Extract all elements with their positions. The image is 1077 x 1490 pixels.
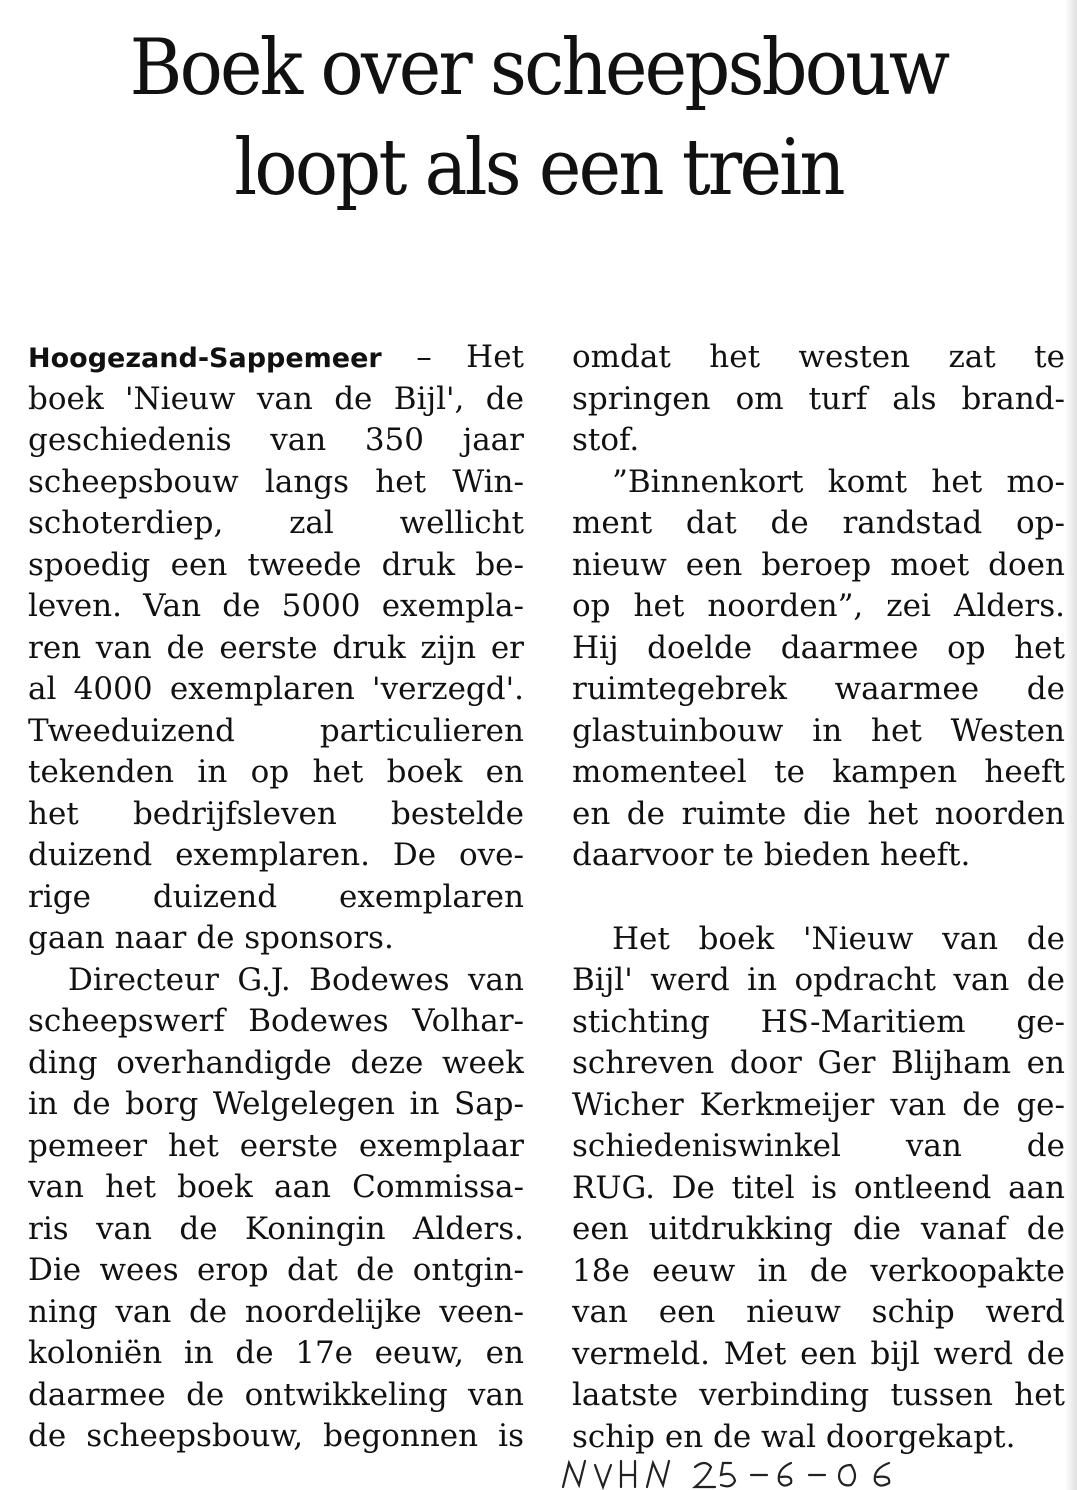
body-line: omdat het westen zat te	[572, 339, 1065, 375]
handwriting-strokes	[555, 1453, 1075, 1490]
body-line: Directeur G.J. Bodewes van	[68, 961, 524, 998]
body-line: pemeer het eerste exemplaar	[28, 1127, 524, 1164]
body-line: Wicher Kerkmeijer van de ge-	[572, 1086, 1065, 1123]
body-line: stichting HS-Maritiem ge-	[572, 1003, 1065, 1040]
body-line: in de borg Welgelegen in Sap-	[28, 1086, 524, 1122]
body-line: Hij doelde daarmee op het	[572, 629, 1065, 666]
body-line: schreven door Ger Blijham en	[572, 1045, 1065, 1081]
dateline: Hoogezand-Sappemeer	[28, 343, 382, 374]
body-line: Tweeduizend particulieren	[28, 712, 524, 749]
body-line: schiedeniswinkel van de	[572, 1128, 1065, 1164]
article-headline	[43, 18, 1034, 218]
body-line: tekenden in op het boek en	[28, 754, 524, 790]
body-line: scheepswerf Bodewes Volhar-	[28, 1003, 524, 1039]
body-line: 18e eeuw in de verkoopakte	[572, 1252, 1065, 1289]
body-line: schip en de wal doorgekapt.	[572, 1418, 1016, 1455]
body-line: Die wees erop dat de ontgin-	[28, 1252, 524, 1288]
body-line: ren van de eerste druk zijn er	[28, 629, 524, 666]
body-line: geschiedenis van 350 jaar	[28, 422, 524, 458]
dateline-continuation: – Het	[381, 339, 524, 375]
scan-edge-shadow	[1065, 0, 1077, 1490]
body-line: een uitdrukking die vanaf de	[572, 1211, 1065, 1247]
body-line: gaan naar de sponsors.	[28, 920, 394, 956]
body-line: springen om turf als brand-	[572, 380, 1065, 417]
body-line: duizend exemplaren. De ove-	[28, 837, 524, 873]
body-line: momenteel te kampen heeft	[572, 754, 1065, 790]
body-line: ”Binnenkort komt het mo-	[612, 463, 1065, 500]
article-column-right	[572, 337, 1065, 1458]
body-line: ris van de Koningin Alders.	[28, 1210, 524, 1247]
body-line: en de ruimte die het noorden	[572, 795, 1065, 832]
article-column-left	[28, 337, 524, 1458]
body-line: glastuinbouw in het Westen	[572, 712, 1065, 749]
body-line: leven. Van de 5000 exempla-	[28, 588, 524, 624]
body-line: daarmee de ontwikkeling van	[28, 1376, 524, 1413]
paragraph-gap	[572, 877, 1065, 919]
body-line: het bedrijfsleven bestelde	[28, 795, 524, 832]
body-line: scheepsbouw langs het Win-	[28, 463, 524, 500]
body-line: van het boek aan Commissa-	[28, 1169, 524, 1205]
handwritten-date-annotation	[555, 1453, 1075, 1490]
body-line: RUG. De titel is ontleend aan	[572, 1169, 1065, 1206]
body-line: schoterdiep, zal wellicht	[28, 505, 524, 541]
body-line	[28, 337, 524, 379]
body-line: ding overhandigde deze week	[28, 1044, 524, 1081]
body-line: nieuw een beroep moet doen	[572, 546, 1065, 583]
body-line: Bijl' werd in opdracht van de	[572, 962, 1065, 998]
body-line: ment dat de randstad op-	[572, 505, 1065, 541]
body-line: daarvoor te bieden heeft.	[572, 837, 971, 873]
body-line: boek 'Nieuw van de Bijl', de	[28, 380, 524, 417]
body-line: stof.	[572, 422, 640, 458]
body-line: koloniën in de 17e eeuw, en	[28, 1335, 524, 1371]
body-line: Het boek 'Nieuw van de	[612, 920, 1065, 957]
body-line: op het noorden”, zei Alders.	[572, 588, 1065, 624]
body-line: laatste verbinding tussen het	[572, 1377, 1065, 1413]
body-line: al 4000 exemplaren 'verzegd'.	[28, 671, 524, 707]
body-line: de scheepsbouw, begonnen is	[28, 1418, 524, 1454]
body-line: van een nieuw schip werd	[572, 1294, 1065, 1330]
body-line: ruimtegebrek waarmee de	[572, 671, 1065, 707]
headline-line-2: loopt als een trein	[234, 123, 843, 213]
body-line: ning van de noordelijke veen-	[28, 1293, 524, 1330]
body-line: spoedig een tweede druk be-	[28, 546, 524, 583]
body-line: rige duizend exemplaren	[28, 878, 524, 915]
body-line: vermeld. Met een bijl werd de	[572, 1335, 1065, 1372]
headline-line-1: Boek over scheepsbouw	[129, 23, 948, 113]
